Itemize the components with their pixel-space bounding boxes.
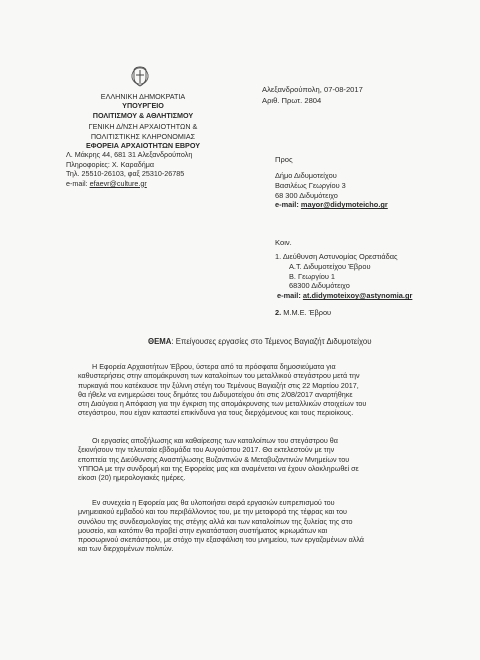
- email-label: e-mail:: [66, 178, 88, 188]
- body-line: προσωρινού σκεπάστρου, με στόχο την εξασφάλιση του μνημείου, των εργαζομένων αλλά: [78, 535, 364, 545]
- cc-item-2-text: Μ.Μ.Ε. Έβρου: [283, 308, 332, 317]
- body-paragraph-1: [78, 362, 398, 418]
- letterhead-line: ΠΟΛΙΤΙΣΤΙΚΗΣ ΚΛΗΡΟΝΟΜΙΑΣ: [90, 131, 196, 141]
- letterhead-info: Πληροφορίες: Χ. Καραδήμα: [66, 159, 155, 169]
- letterhead-line: ΕΛΛΗΝΙΚΗ ΔΗΜΟΚΡΑΤΙΑ: [100, 92, 186, 101]
- body-line: καθυστερήσεις στην απομάκρυνση των καταλοίπων του μεταλλικού στεγάστρου μετά την: [78, 371, 360, 381]
- body-line: Η Εφορεία Αρχαιοτήτων Έβρου, ύστερα από τα πρόσφατα δημοσιεύματα για: [92, 362, 336, 371]
- subject-text: : Επείγουσες εργασίες στο Τέμενος Βαγιαζήτ Διδυμοτείχου: [171, 337, 372, 346]
- recipient-postal: 68 300 Διδυμότειχο: [275, 190, 338, 200]
- letterhead-email-link[interactable]: efaevr@culture.gr: [89, 178, 147, 188]
- cc-item-1: [275, 252, 412, 301]
- cc-item-1-line3: Β. Γεωργίου 1: [289, 271, 336, 281]
- letterhead-line: ΠΟΛΙΤΙΣΜΟΥ & ΑΘΛΗΤΙΣΜΟΥ: [92, 110, 194, 120]
- cc-item-1-email-link[interactable]: at.didymoteixoy@astynomia.gr: [302, 291, 413, 301]
- letterhead-line: ΥΠΟΥΡΓΕΙΟ: [122, 101, 164, 111]
- recipient-label: Προς: [275, 155, 293, 164]
- subject-line: [148, 337, 371, 346]
- recipient-street: Βασιλέως Γεωργίου 3: [275, 180, 346, 190]
- body-line: και των διερχομένων πολιτών.: [78, 544, 174, 554]
- body-line: πυρκαγιά που κατέκαυσε την ξύλινη στέγη του Τεμένους Βαγιαζήτ στις 22 Μαρτίου 2017,: [78, 380, 359, 390]
- letterhead-line: ΓΕΝΙΚΗ Δ/ΝΣΗ ΑΡΧΑΙΟΤΗΤΩΝ &: [88, 122, 198, 132]
- body-line: συνόλου της συνδεσμολογίας της στέγης αλλά και των καταλοίπων της ξυλείας της στο: [78, 516, 353, 526]
- cc-item-1-line2: Α.Τ. Διδυμοτείχου Έβρου: [289, 261, 371, 271]
- cc-item-1-email-line: [275, 291, 412, 301]
- protocol-number: Αριθ. Πρωτ. 2804: [262, 95, 322, 105]
- recipient-name: Δήμο Διδυμοτείχου: [275, 171, 337, 180]
- body-line: στη Διαύγεια η Απόφαση για την έγκριση της απομάκρυνσης των μεταλλικών στοιχείων του: [78, 399, 367, 409]
- body-line: Οι εργασίες αποξήλωσης και καθαίρεσης των καταλοίπων του στεγάστρου θα: [92, 436, 338, 445]
- letterhead-address: Λ. Μάκρης 44, 681 31 Αλεξανδρούπολη: [66, 150, 193, 160]
- cc-item-1-name: Διεύθυνση Αστυνομίας Ορεστιάδας: [282, 252, 398, 261]
- body-line: μνημειακού εμβαδού και του περιβάλλοντος του, με την μεταφορά της τέφρας και του: [78, 507, 347, 517]
- recipient-email-link[interactable]: mayor@didymoteicho.gr: [300, 200, 388, 210]
- date-block: [262, 85, 363, 106]
- cc-item-number: 1.: [275, 252, 282, 261]
- body-line: εποπτεία της Διεύθυνσης Αναστήλωσης Βυζαντινών & Μεταβυζαντινών Μνημείων του: [78, 454, 350, 464]
- letterhead-email-line: [58, 179, 228, 188]
- letterhead-line: ΕΦΟΡΕΙΑ ΑΡΧΑΙΟΤΗΤΩΝ ΕΒΡΟΥ: [85, 141, 201, 151]
- recipient-email-line: [275, 200, 388, 210]
- email-label: e-mail:: [275, 200, 299, 210]
- subject-label: ΘΕΜΑ: [148, 337, 172, 346]
- letterhead: [58, 92, 228, 188]
- cc-item-number: 2.: [275, 308, 282, 317]
- cc-item-2: [275, 308, 331, 317]
- email-label: e-mail:: [277, 291, 301, 301]
- recipient-block: [275, 171, 388, 210]
- cc-item-1-line4: 68300 Διδυμότειχο: [289, 281, 350, 291]
- cc-item-1-line1: [275, 252, 412, 262]
- body-paragraph-3: [78, 498, 398, 554]
- body-line: είκοσι (20) ημερολογιακές ημέρες.: [78, 473, 186, 483]
- body-line: θα ήθελε να ενημερώσει τους δημότες του Διδυμοτείχου ότι στις 2/08/2017 αναρτήθηκε: [78, 389, 353, 399]
- body-paragraph-2: [78, 436, 398, 482]
- place-date: Αλεξανδρούπολη, 07-08-2017: [262, 85, 363, 94]
- body-line: στεγάστρου, που είχαν καταστεί επικίνδυνα για τους διερχόμενους και τους περιοίκους.: [78, 408, 354, 418]
- body-line: ΥΠΠΟΑ με την συνδρομή και της Εφορείας μας και αναμένεται να έχουν ολοκληρωθεί σε: [78, 463, 359, 473]
- cc-label: Κοιν.: [275, 238, 292, 247]
- greek-coat-of-arms-icon: [130, 64, 150, 88]
- body-line: μουσείο, και κατόπιν θα προβεί στην εγκατάσταση συστήματος ικριωμάτων και: [78, 525, 328, 535]
- letterhead-phone: Τηλ. 25510-26103, φαξ 25310-26785: [66, 169, 185, 179]
- body-line: Εν συνεχεία η Εφορεία μας θα υλοποιήσει σειρά εργασιών ευπρεπισμού του: [92, 498, 335, 507]
- body-line: ξεκινήσουν την τελευταία εβδομάδα του Αυγούστου 2017. Θα εκτελεστούν με την: [78, 445, 335, 455]
